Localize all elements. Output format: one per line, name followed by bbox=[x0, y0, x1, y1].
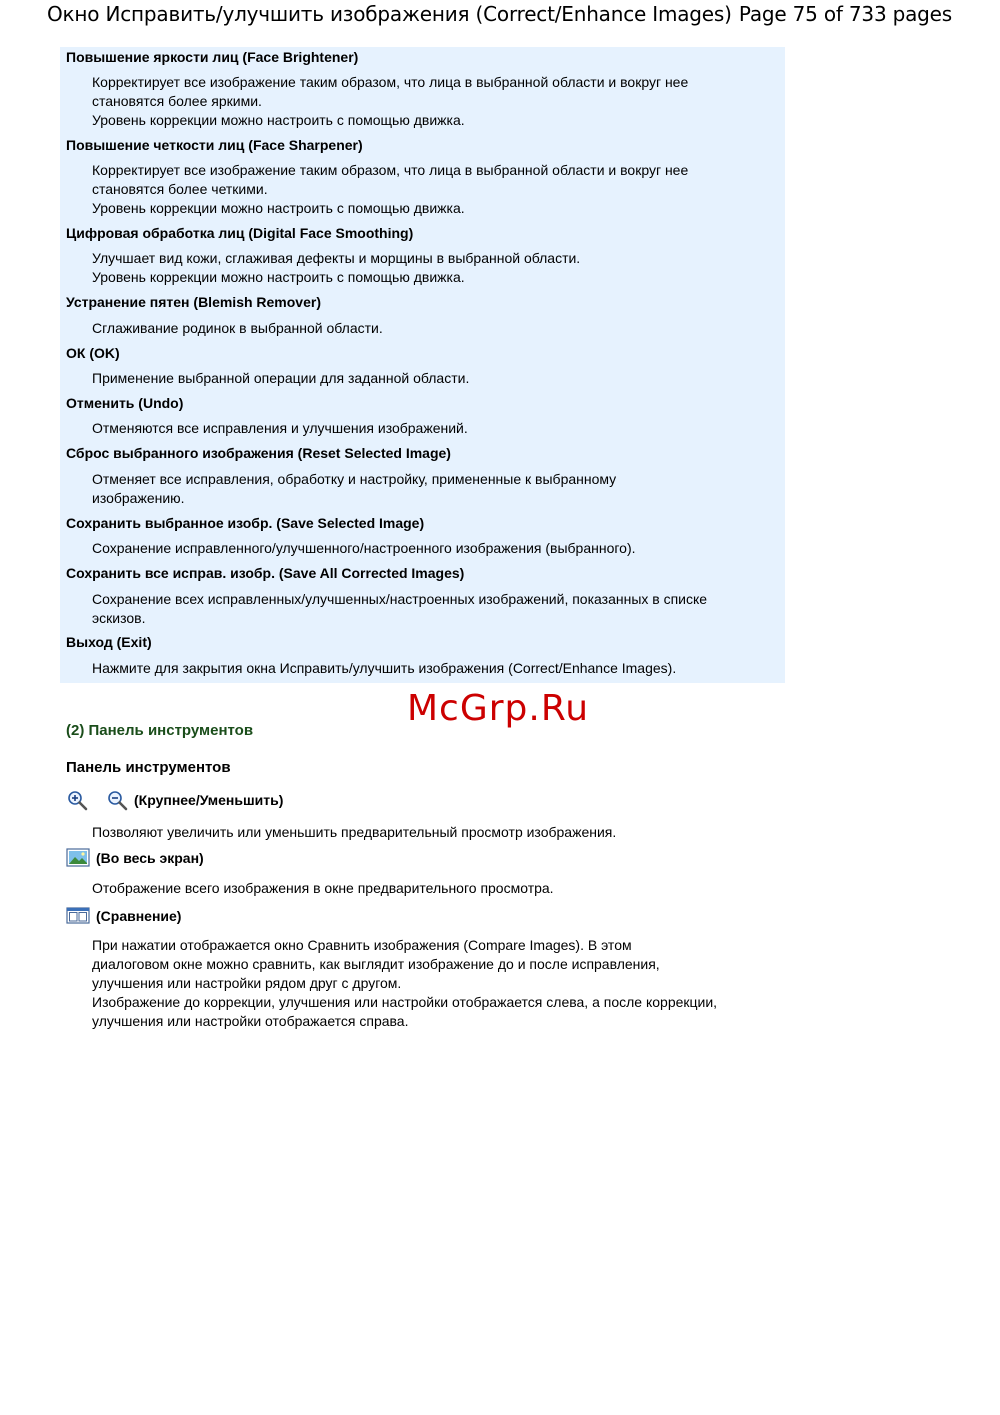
desc-line: При нажатии отображается окно Сравнить изображения (Compare Images). В этом bbox=[92, 937, 632, 953]
desc-undo bbox=[92, 419, 772, 438]
desc-line: Сохранение всех исправленных/улучшенных/настроенных изображений, показанных в списке bbox=[92, 591, 708, 607]
desc-save-selected-image bbox=[92, 539, 772, 558]
term-save-selected-image: Сохранить выбранное изобр. (Save Selected Image) bbox=[66, 515, 425, 531]
desc-tool-compare bbox=[92, 936, 772, 1031]
page-counter: Page 75 of 733 pages bbox=[738, 2, 952, 26]
section-heading: (2) Панель инструментов bbox=[66, 722, 254, 739]
term-face-sharpener: Повышение четкости лиц (Face Sharpener) bbox=[66, 137, 363, 153]
desc-line: становятся более яркими. bbox=[92, 93, 262, 109]
tool-full-screen-label: (Во весь экран) bbox=[96, 850, 204, 866]
desc-ok bbox=[92, 369, 772, 388]
desc-blemish-remover bbox=[92, 319, 772, 338]
desc-line: улучшения или настройки отображается справа. bbox=[92, 1013, 409, 1029]
term-ok: ОК (OK) bbox=[66, 345, 120, 361]
desc-line: Отображение всего изображения в окне предварительного просмотра. bbox=[92, 880, 554, 896]
desc-digital-face-smoothing bbox=[92, 249, 772, 287]
term-exit: Выход (Exit) bbox=[66, 634, 152, 650]
desc-line: диалоговом окне можно сравнить, как выглядит изображение до и после исправления, bbox=[92, 956, 660, 972]
desc-line: Улучшает вид кожи, сглаживая дефекты и морщины в выбранной области. bbox=[92, 250, 581, 266]
desc-line: Корректирует все изображение таким образом, что лица в выбранной области и вокруг нее bbox=[92, 162, 689, 178]
document-title: Окно Исправить/улучшить изображения (Correct/Enhance Images) bbox=[47, 2, 732, 26]
desc-save-all-corrected-images bbox=[92, 590, 772, 628]
desc-line: Корректирует все изображение таким образом, что лица в выбранной области и вокруг нее bbox=[92, 74, 689, 90]
desc-line: изображению. bbox=[92, 490, 185, 506]
desc-line: становятся более четкими. bbox=[92, 181, 268, 197]
desc-tool-zoom bbox=[92, 823, 772, 842]
desc-line: Отменяются все исправления и улучшения изображений. bbox=[92, 420, 468, 436]
term-blemish-remover: Устранение пятен (Blemish Remover) bbox=[66, 294, 321, 310]
desc-line: Применение выбранной операции для заданной области. bbox=[92, 370, 470, 386]
desc-line: Уровень коррекции можно настроить с помощью движка. bbox=[92, 200, 465, 216]
tool-zoom bbox=[66, 789, 283, 811]
page-header bbox=[0, 0, 1000, 30]
sub-heading: Панель инструментов bbox=[66, 759, 231, 776]
zoom-out-icon bbox=[106, 789, 130, 811]
desc-line: Изображение до коррекции, улучшения или настройки отображается слева, а после коррекции, bbox=[92, 994, 718, 1010]
desc-tool-full-screen bbox=[92, 879, 772, 898]
desc-line: Сохранение исправленного/улучшенного/настроенного изображения (выбранного). bbox=[92, 540, 636, 556]
full-screen-image-icon bbox=[66, 847, 90, 869]
desc-reset-selected-image bbox=[92, 470, 772, 508]
desc-line: Отменяет все исправления, обработку и настройку, примененные к выбранному bbox=[92, 471, 617, 487]
term-undo: Отменить (Undo) bbox=[66, 395, 184, 411]
watermark: McGrp.Ru bbox=[407, 688, 590, 729]
term-face-brightener: Повышение яркости лиц (Face Brightener) bbox=[66, 49, 359, 65]
desc-line: улучшения или настройки рядом друг с другом. bbox=[92, 975, 402, 991]
desc-face-brightener bbox=[92, 73, 772, 130]
tool-full-screen bbox=[66, 847, 204, 869]
tool-zoom-label: (Крупнее/Уменьшить) bbox=[134, 792, 284, 808]
desc-exit bbox=[92, 659, 772, 678]
desc-line: Сглаживание родинок в выбранной области. bbox=[92, 320, 383, 336]
desc-line: Уровень коррекции можно настроить с помощью движка. bbox=[92, 269, 465, 285]
desc-face-sharpener bbox=[92, 161, 772, 218]
desc-line: Позволяют увеличить или уменьшить предварительный просмотр изображения. bbox=[92, 824, 617, 840]
compare-icon bbox=[66, 905, 90, 927]
desc-line: Уровень коррекции можно настроить с помощью движка. bbox=[92, 112, 465, 128]
desc-line: Нажмите для закрытия окна Исправить/улучшить изображения (Correct/Enhance Images). bbox=[92, 660, 677, 676]
desc-line: эскизов. bbox=[92, 610, 146, 626]
zoom-in-icon bbox=[66, 789, 90, 811]
term-digital-face-smoothing: Цифровая обработка лиц (Digital Face Smoothing) bbox=[66, 225, 414, 241]
tool-compare-label: (Сравнение) bbox=[96, 908, 182, 924]
term-save-all-corrected-images: Сохранить все исправ. изобр. (Save All Corrected Images) bbox=[66, 565, 465, 581]
term-reset-selected-image: Сброс выбранного изображения (Reset Selected Image) bbox=[66, 445, 451, 461]
tool-compare bbox=[66, 905, 181, 927]
